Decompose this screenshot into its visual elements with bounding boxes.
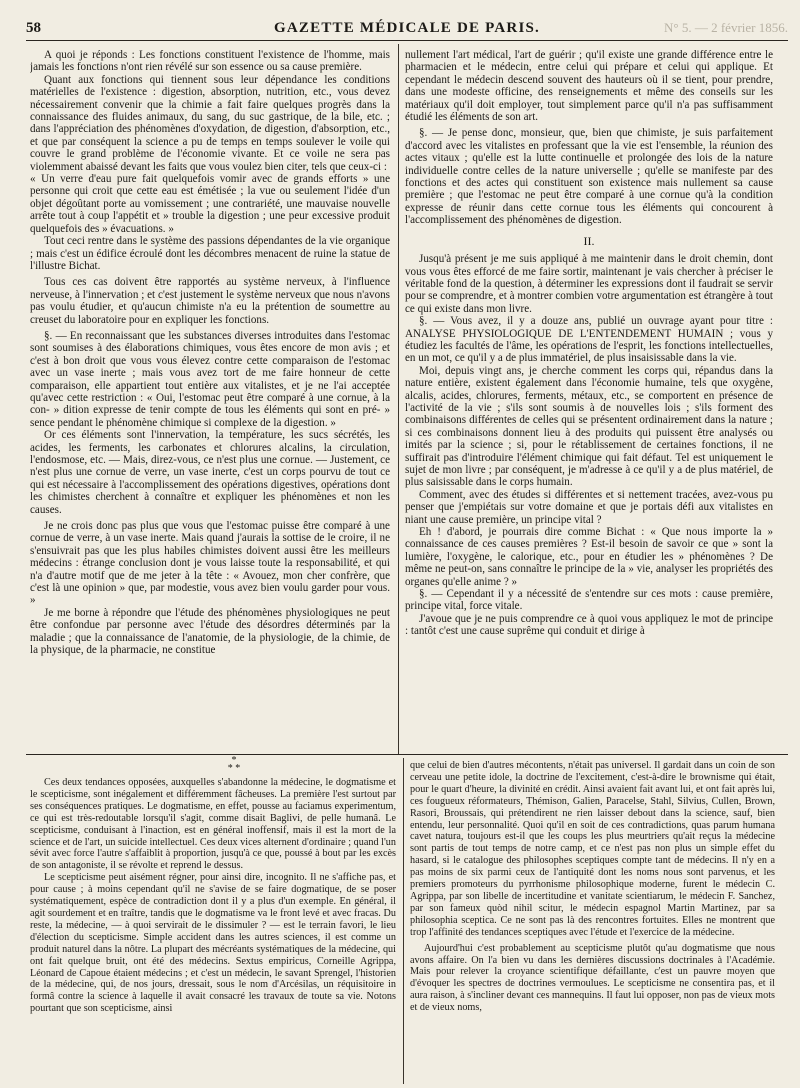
paragraph: nullement l'art médical, l'art de guérir ; qu'il existe une grande différence entre le pharmacien et le médecin, entre celui qui prépare et celui qui applique. Et cependant le médecin descend souvent des hauteurs où il se tient, pour prendre, dans une modeste officine, des renseignements et même des conseils sur les matériaux qu'il doit employer, tout simplement parce qu'il n'a pas suffisamment étudié les éléments de son art.: [405, 49, 773, 124]
page-number: 58: [26, 20, 41, 36]
paragraph: A quoi je réponds : Les fonctions constituent l'existence de l'homme, mais jamais les fonctions n'ont rien révélé sur son essence ou sa cause première.: [30, 49, 390, 74]
paragraph: Quant aux fonctions qui tiennent sous leur dépendance les conditions matérielles de l'existence : digestion, absorption, nutrition, etc., vous devez nécessairement convenir que la chimie a fait faire quelques progrès dans la connaissance des fluides animaux, du sang, du suc gastrique, de la bile, etc. ; dans l'appréciation des phénomènes d'oxydation, de digestion, d'absorption, etc., et que par conséquent la science a pu de temps en temps soulever le voile qui couvre le grand problème de l'économie vivante. Et ce voile ne sera pas violemment abaissé devant les faits que vous voulez bien citer, tels que ceux-ci :: [30, 73, 390, 173]
paragraph: Tout ceci rentre dans le système des passions dépendantes de la vie organique ; mais c'est un édifice écroulé dont les décombres menacent de ruine la statue de l'illustre Bichat.: [30, 235, 390, 272]
column-divider: [398, 44, 399, 754]
paragraph: J'avoue que je ne puis comprendre ce à quoi vous appliquez le mot de principe : tantôt c'est une cause suprême qui conduit et dirige à: [405, 612, 773, 638]
faint-issue-date: N° 5. — 2 février 1856.: [664, 20, 788, 35]
section-heading: II.: [583, 233, 595, 248]
header-rule: [26, 40, 788, 41]
asterism-ornament: * * *: [227, 755, 241, 774]
paragraph: Le scepticisme peut aisément régner, pour ainsi dire, incognito. Il ne s'affiche pas, et pour cause ; à moins cependant qu'il ne s'avise de se faire dogmatique, de se poser systématiquement, espèce de contradiction dont il y a plus d'un exemple. En général, il agit sourdement et en traître, tandis que le dogmatisme va le front levé et avec fracas. Du reste, la médecine, — à quoi servirait de le dissimuler ? — est le terrain favori, le lieu d'élection du scepticisme. Simple accident dans les autres sciences, il est comme un produit naturel dans la nôtre. La plupart des mécréants systématiques de la médecine, qui ont fait quelque bruit, ont été des médecins. Sextus empiricus, Corneille Agrippa, Léonard de Capoue étaient médecins ; et c'est un médecin, le savant Sprengel, l'historien de la médecine, qui, de nos jours, dressait, sous le nom d'Arcésilas, un réquisitoire in formâ contre la science à laquelle il avait consacré les travaux de toute sa vie. Notons pourtant que son scepticisme, ainsi: [30, 872, 396, 1015]
feuilleton-rule: [26, 754, 788, 755]
paragraph: §. — En reconnaissant que les substances diverses introduites dans l'estomac sont soumises à des élaborations chimiques, vous êtes encore de mon avis ; et c'est à bon droit que vous vous élevez contre cette comparaison de l'estomac avec un vase inerte ; mais vous avez tort de me faire honneur de cette comparaison, elle appartient tout entière aux vitalistes, et je ne l'ai acceptée qu'avec cette restriction : « Oui, l'estomac peut être comparé à une cornue, à la con- » dition expresse de tenir compte de tous les éléments qui sont en pré- » sence pendant le phénomène chimique si complexe de la digestion. »: [30, 329, 390, 429]
paragraph: Or ces éléments sont l'innervation, la température, les sucs sécrétés, les acides, les ferments, les carbonates et chlorures alcalins, la circulation, l'endosmose, etc. — Mais, direz-vous, ce n'est plus une cornue. — Justement, ce n'est plus une cornue de verre, un vase inerte, c'est un corps pourvu de tout ce qui est nécessaire à l'accomplissement des opérations digestives, opérations dont les chimistes cherchent à connaître et expliquer les phénomènes et non les causes.: [30, 429, 390, 516]
paragraph: Ces deux tendances opposées, auxquelles s'abandonne la médecine, le dogmatisme et le scepticisme, sont inégalement et différemment fâcheuses. La première l'est surtout par ses conséquences pratiques. Le dogmatisme, en effet, pousse au faciamus experimentum, ce qui est très-redoutable lorsqu'il s'agit, comme disait Baglivi, de pelle humanâ. Le scepticisme, conduisant à l'inaction, est en général inoffensif, mais il est la mort de la science et de l'art, un suicide intellectuel. Ces deux vices alternent d'ordinaire ; quand l'un sévit avec force l'autre s'affaiblit à proportion, jusqu'à ce que, poussé à bout par les excès de son antagoniste, il se révolte et reprend le dessus.: [30, 777, 396, 872]
column-divider: [403, 758, 404, 1084]
paragraph: Moi, depuis vingt ans, je cherche comment les corps qui, répandus dans la nature entière, existent également dans l'économie humaine, tels que oxygène, alcalis, acides, chlorures, ferments, métaux, etc., se comportent en présence de l'activité de la vie ; s'ils sont soumis à de nouvelles lois ; s'ils forment des combinaisons différentes de celles qui se présentent ordinairement dans la nature ; si ces combinaisons donnent lieu à des produits qui puissent être analysés ou imités par la science ; si, pour le rétablissement de certaines fonctions, il ne suffirait pas d'introduire l'élément chimique qui fait défaut. Tel est uniquement le sujet de mon livre ; par conséquent, je m'adresse à ce qu'il y a de plus matériel, de plus saisissable dans le corps humain.: [405, 364, 773, 489]
feuilleton-right-column: [410, 760, 775, 1084]
upper-right-column: [405, 49, 773, 755]
paragraph: que celui de bien d'autres mécontents, n'était pas universel. Il gardait dans un coin de son cerveau une petite idole, la doctrine de l'excitement, c'est-à-dire le brownisme qui était, pour le quart d'heure, la divinité en crédit. Ainsi avaient fait avant lui, et ont fait après lui, ces fougueux réformateurs, Thémison, Galien, Paracelse, Stahl, Silvius, Cullen, Brown, Rasori, Broussais, qui prétendirent ne rien laisser debout dans la science, sauf, bien entendu, leur personnalité. Quoi qu'il en soit de ces contradictions, quas parum humana cavet natura, toujours est-il que les coups les plus meurtriers qu'ait reçus la médecine sont partis de tout temps de notre camp, et ce n'est pas non plus un simple effet du hasard, si le catalogue des philosophes sceptiques compte tant de médecins. Il n'y en a pas moins de six parmi ceux de l'antiquité dont les noms nous sont parvenus, et les premiers promoteurs du pyrrhonisme philosophique moderne, furent le médecin C. Agrippa, par son libelle de incertitudine et vanitate scientiarum, le médecin F. Sanchez, par son fameux quòd nihil scitur, le médecin espagnol Martin Martinez, par sa philosophia sceptica. Ce ne sont pas là des rencontres fortuites. Elles ne montrent que trop l'affinité des tendances sceptiques avec l'étude et l'exercice de la médecine.: [410, 760, 775, 938]
paragraph: Aujourd'hui c'est probablement au scepticisme plutôt qu'au dogmatisme que nous avons affaire. On l'a bien vu dans les dernières discussions doctrinales à l'Académie. Mais pour relever la croyance scientifique défaillante, c'est un pauvre moyen que d'évoquer les spectres de doctrines vermoulues. Le scepticisme ne consentira pas, et il aura raison, à s'incliner devant ces mannequins. Il faut lui opposer, non pas de vieux mots et de vieux noms,: [410, 942, 775, 1014]
paragraph: Eh ! d'abord, je pourrais dire comme Bichat : « Que nous importe la » connaissance de ces causes premières ? Est-il besoin de savoir ce que » sont la lumière, l'oxygène, le calorique, etc., pour en étudier les » phénomènes ? De même ne peut-on, sans connaître le principe de la » vie, analyser les propriétés des organes qu'elle anime ? »: [405, 526, 773, 588]
paragraph: §. — Je pense donc, monsieur, que, bien que chimiste, je suis parfaitement d'accord avec les vitalistes en professant que la vie est l'ensemble, la réunion des actes vitaux ; qu'elle est la lutte continuelle et prolongée des lois de la nature individuelle contre celles de la nature universelle ; qu'elle se manifeste par des fonctions et des actes qui constituent son existence mais nullement sa cause première ; que l'estomac ne peut être comparé à une cornue qu'à la condition expresse de réunir dans cette cornue tous les éléments qui concourent à l'accomplissement des phénomènes de digestion.: [405, 127, 773, 227]
paragraph: Je ne crois donc pas plus que vous que l'estomac puisse être comparé à une cornue de verre, à un vase inerte. Mais quand j'aurais la sottise de le croire, il ne s'ensuivrait pas que les plus habiles chimistes doivent aussi être les meilleurs médecins : étrange conclusion dont je vous laisse toute la responsabilité, et qui n'a d'autre motif que de me jeter à la tête : « Avouez, mon cher confrère, que c'est là une opinion » que, par modestie, vous avez bien voulu garder pour vous. »: [30, 520, 390, 607]
paragraph: Jusqu'à présent je me suis appliqué à me maintenir dans le droit chemin, dont vous vous êtes efforcé de me faire sortir, maintenant je vais chercher à préciser le véritable fond de la question, à déterminer les expressions dont il faudrait se servir pour se comprendre, et à montrer combien votre argumentation est étrangère à tout ce qui existe dans mon livre.: [405, 253, 773, 315]
paragraph: §. — Vous avez, il y a douze ans, publié un ouvrage ayant pour titre : ANALYSE PHYSIOLOGIQUE DE L'ENTENDEMENT HUMAIN ; vous y étudiez les facultés de l'âme, les opérations de l'esprit, les fonctions intellectuelles, en un mot, ce qu'il y a de plus immatériel, de plus insaisissable dans la vie.: [405, 315, 773, 365]
feuilleton-left-column: [30, 777, 396, 1083]
paragraph: Tous ces cas doivent être rapportés au système nerveux, à l'influence nerveuse, à l'innervation ; et c'est justement le système nerveux que nous n'avons pas voulu étudier, et qu'aucun chimiste n'a eu la prétention de soumettre au creuset du laboratoire pour en expliquer les fonctions.: [30, 276, 390, 326]
paragraph: Je me borne à répondre que l'étude des phénomènes physiologiques ne peut être confondue par personne avec l'étude des désordres déterminés par la maladie ; que la connaissance de l'anatomie, de la physiologie, de la chimie, de la physique, de la pharmacie, ne constitue: [30, 606, 390, 657]
paragraph: §. — Cependant il y a nécessité de s'entendre sur ces mots : cause première, principe vital, force vitale.: [405, 588, 773, 613]
paragraph: Comment, avec des études si différentes et si nettement tracées, avez-vous pu penser que j'empiétais sur votre domaine et que je portais défi aux vitalistes en niant une cause première, un principe vital ?: [405, 488, 773, 526]
journal-title: GAZETTE MÉDICALE DE PARIS.: [274, 20, 540, 36]
upper-left-column: [30, 49, 390, 755]
page-header: [26, 18, 788, 40]
quote-paragraph: « Un verre d'eau pure fait quelquefois vomir avec de grands efforts » une personne qui croit que cette eau est émétisée ; la vue ou seulement l'idée d'un objet dégoûtant porte au vomissement ; une contrariété, une mauvaise nouvelle arrête tout à coup l'appétit et » trouble la digestion ; une peur excessive produit quelquefois des » évacuations. »: [30, 173, 390, 235]
